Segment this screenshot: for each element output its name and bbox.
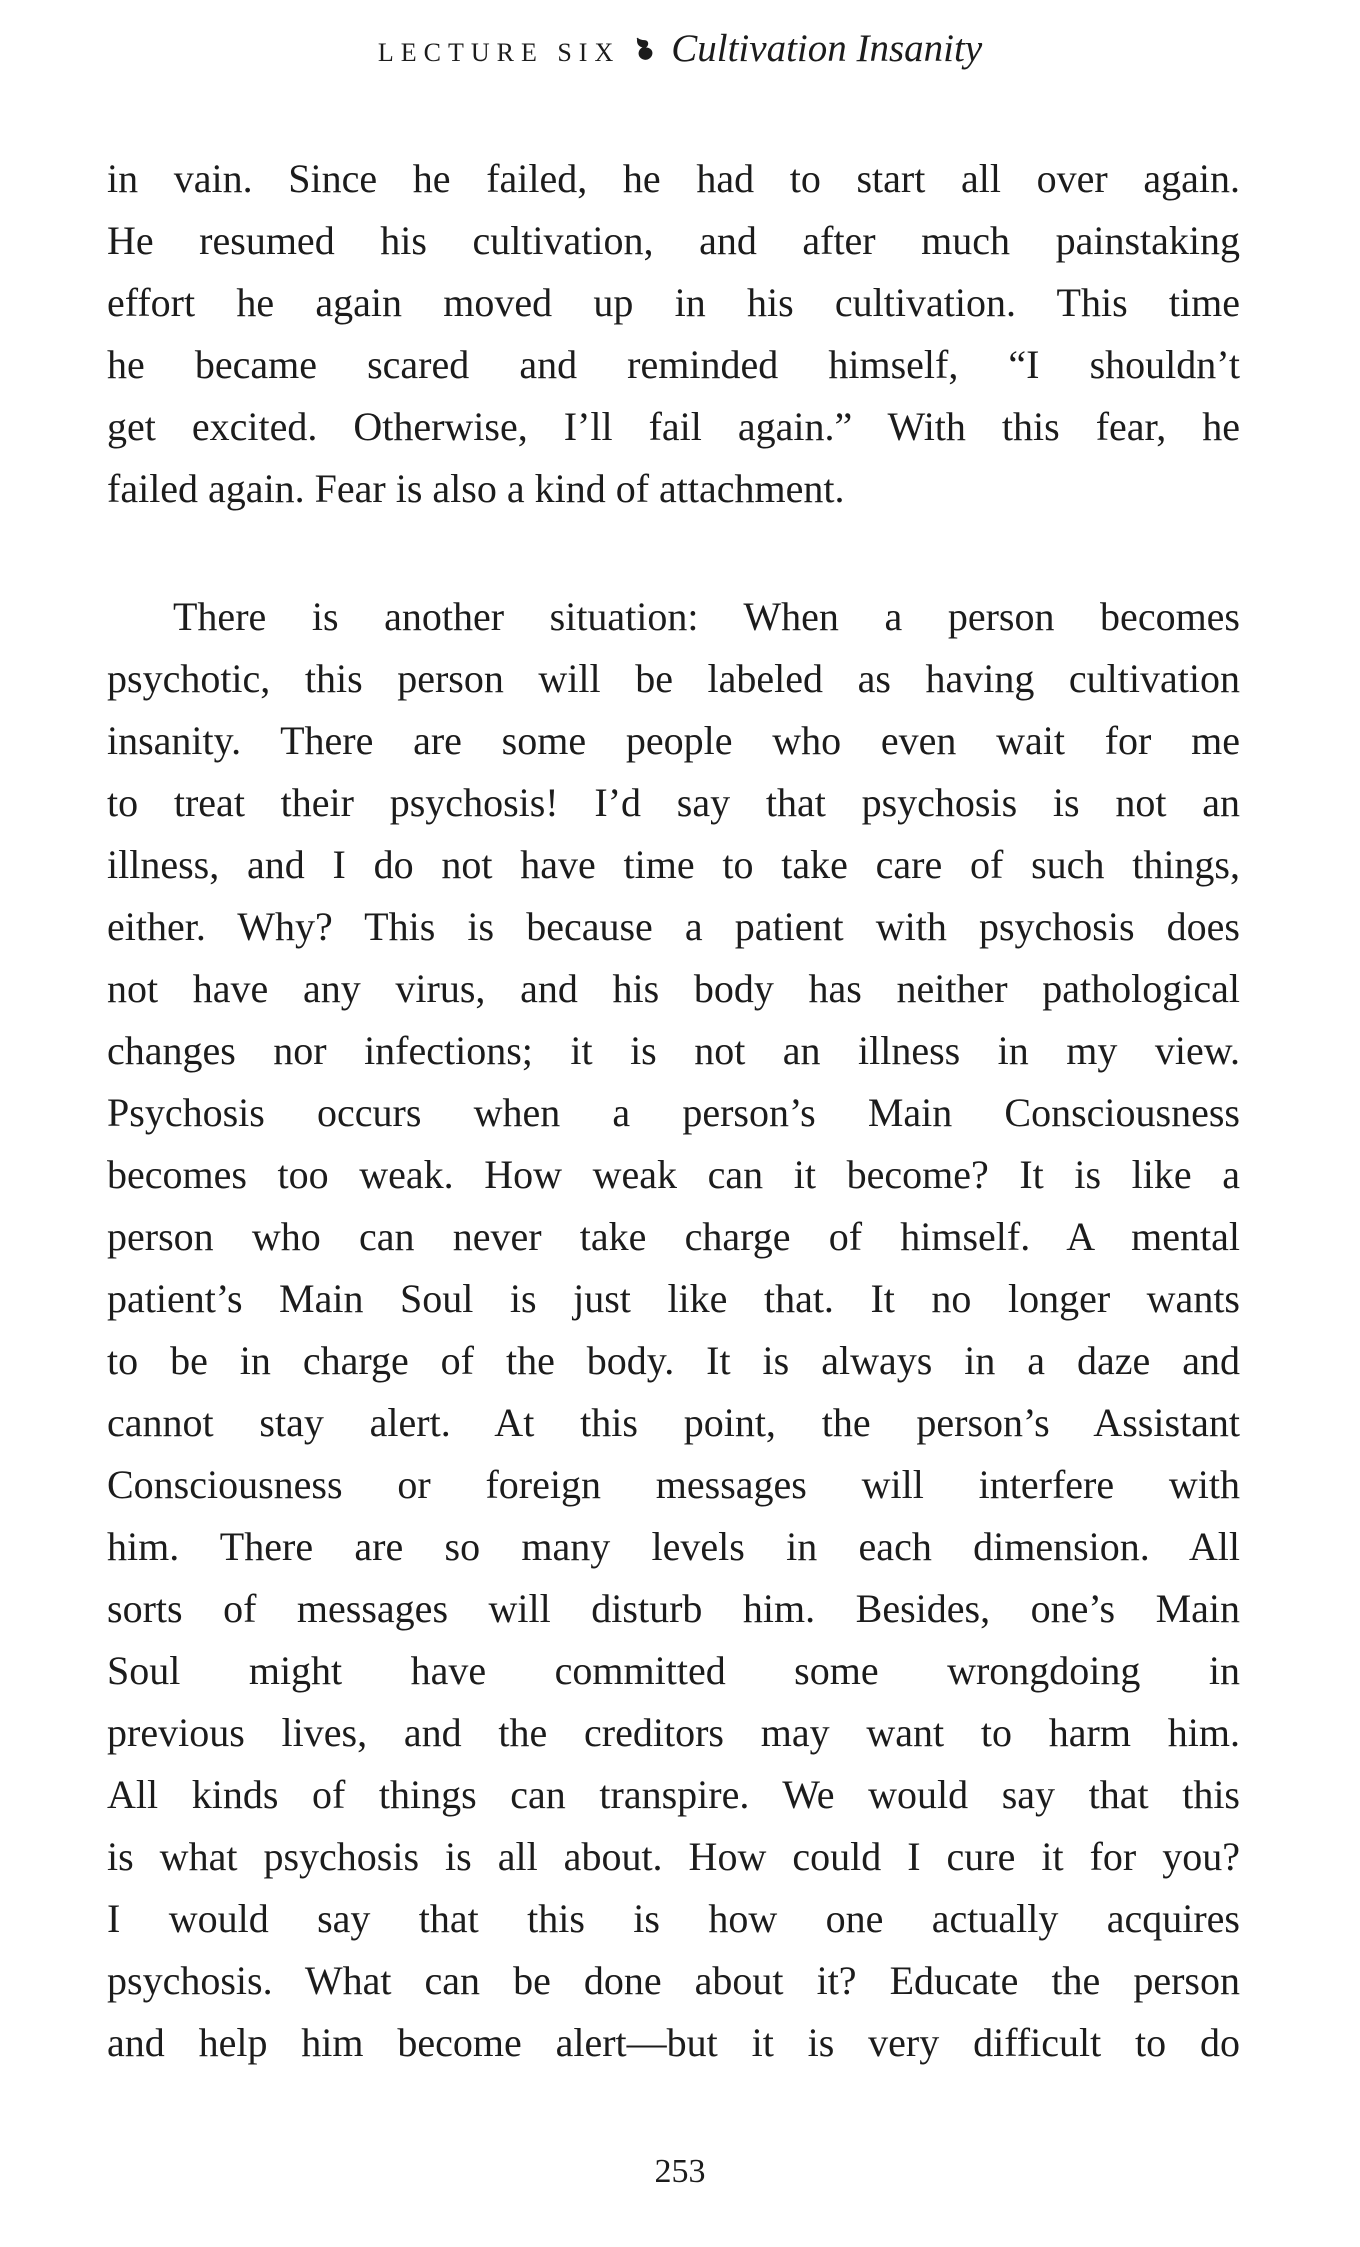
- body-text: [107, 148, 1240, 2074]
- text-line: is what psychosis is all about. How could I cure it for you?: [107, 1834, 1240, 1879]
- text-line: and help him become alert—but it is very difficult to do: [107, 2020, 1240, 2065]
- text-line: He resumed his cultivation, and after much painstaking: [107, 218, 1240, 263]
- paragraph: [107, 586, 1240, 2074]
- text-line: Psychosis occurs when a person’s Main Consciousness: [107, 1090, 1240, 1135]
- text-line: failed again. Fear is also a kind of attachment.: [107, 466, 845, 511]
- text-line: to treat their psychosis! I’d say that psychosis is not an: [107, 780, 1240, 825]
- text-line: cannot stay alert. At this point, the person’s Assistant: [107, 1400, 1240, 1445]
- running-head: [0, 26, 1360, 71]
- text-line: psychosis. What can be done about it? Educate the person: [107, 1958, 1240, 2003]
- chapter-title: Cultivation Insanity: [671, 27, 983, 70]
- leaf-ornament-icon: [630, 36, 657, 68]
- text-line: not have any virus, and his body has neither pathological: [107, 966, 1240, 1011]
- text-line: him. There are so many levels in each dimension. All: [107, 1524, 1240, 1569]
- text-line: Consciousness or foreign messages will interfere with: [107, 1462, 1240, 1507]
- text-line: All kinds of things can transpire. We would say that this: [107, 1772, 1240, 1817]
- text-line: becomes too weak. How weak can it become? It is like a: [107, 1152, 1240, 1197]
- text-line: person who can never take charge of himself. A mental: [107, 1214, 1240, 1259]
- text-line: insanity. There are some people who even wait for me: [107, 718, 1240, 763]
- paragraph: [107, 148, 1240, 520]
- text-line: previous lives, and the creditors may want to harm him.: [107, 1710, 1240, 1755]
- text-line: in vain. Since he failed, he had to start all over again.: [107, 156, 1240, 201]
- text-line: get excited. Otherwise, I’ll fail again.” With this fear, he: [107, 404, 1240, 449]
- text-line: effort he again moved up in his cultivation. This time: [107, 280, 1240, 325]
- lecture-label: LECTURE SIX: [377, 38, 621, 67]
- text-line: to be in charge of the body. It is always in a daze and: [107, 1338, 1240, 1383]
- text-line: Soul might have committed some wrongdoing in: [107, 1648, 1240, 1693]
- text-line: psychotic, this person will be labeled as having cultivation: [107, 656, 1240, 701]
- text-line: illness, and I do not have time to take care of such things,: [107, 842, 1240, 887]
- text-line: he became scared and reminded himself, “I shouldn’t: [107, 342, 1240, 387]
- text-line: changes nor infections; it is not an illness in my view.: [107, 1028, 1240, 1073]
- text-line: There is another situation: When a person becomes: [173, 594, 1240, 639]
- text-line: patient’s Main Soul is just like that. It no longer wants: [107, 1276, 1240, 1321]
- page-number: 253: [654, 2153, 706, 2190]
- text-line: sorts of messages will disturb him. Besides, one’s Main: [107, 1586, 1240, 1631]
- text-line: either. Why? This is because a patient with psychosis does: [107, 904, 1240, 949]
- text-line: I would say that this is how one actually acquires: [107, 1896, 1240, 1941]
